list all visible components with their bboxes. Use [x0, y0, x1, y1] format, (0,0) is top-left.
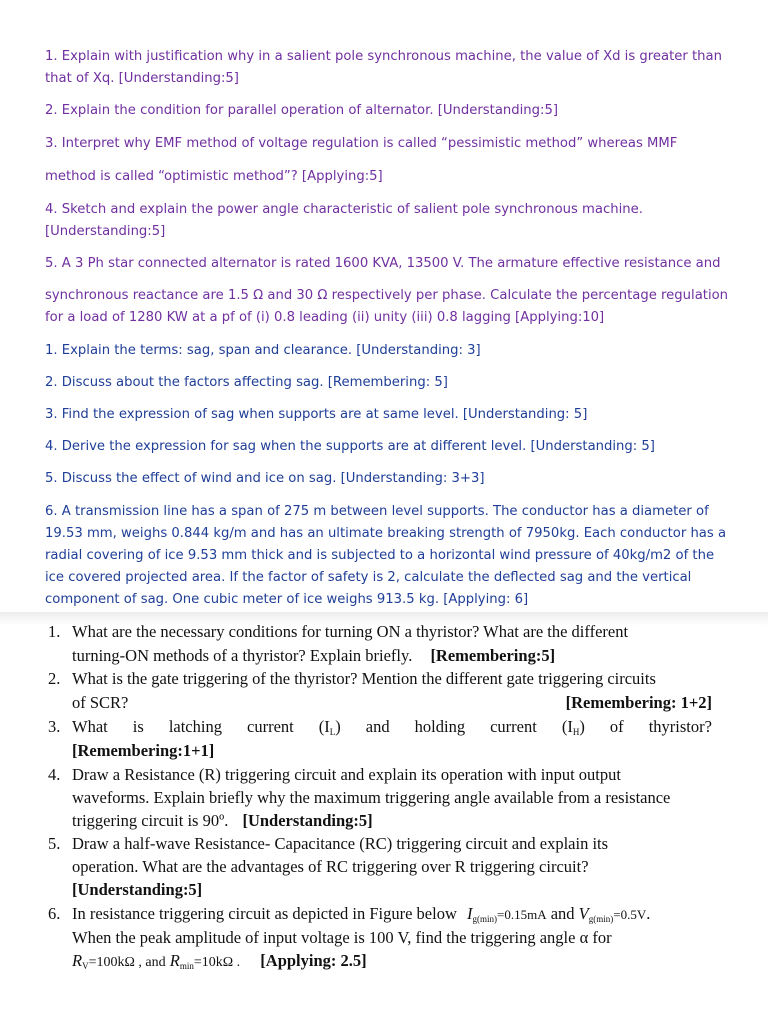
question-line: Draw a Resistance (R) triggering circuit and explain its operation with input output	[72, 765, 621, 784]
question-tag: [Remembering:5]	[430, 646, 556, 665]
question-b5	[45, 468, 725, 490]
question-c1-line2	[72, 645, 712, 667]
word: thyristor?	[648, 717, 712, 736]
question-number: 3.	[48, 717, 61, 736]
question-line: turning-ON methods of a thyristor? Explain briefly.	[72, 646, 413, 665]
question-c4-line3	[72, 810, 712, 832]
question-number: 4.	[48, 765, 61, 784]
question-number: 1.	[48, 622, 61, 641]
question-line: 1. Explain with justification why in a salient pole synchronous machine, the value of Xd is greater than	[45, 49, 722, 64]
holding-current-symbol: $(I_H)$	[561, 717, 585, 737]
question-line: for a load of 1280 KW at a pf of (i) 0.8 leading (ii) unity (iii) 0.8 lagging [Applying:10]	[45, 310, 605, 325]
question-b6	[45, 501, 725, 611]
question-c3-line1	[72, 716, 712, 743]
question-line: What are the necessary conditions for turning ON a thyristor? What are the different	[72, 622, 629, 641]
question-tag: [Applying: 2.5]	[260, 951, 367, 970]
question-tag: [Remembering: 1+2]	[565, 693, 712, 712]
word: holding	[414, 717, 466, 736]
question-line: ice covered projected area. If the factor of safety is 2, calculate the deflected sag and the vertical	[45, 570, 692, 585]
question-line: When the peak amplitude of input voltage is 100 V, find the triggering angle α for	[72, 928, 612, 947]
question-line: synchronous reactance are 1.5 Ω and 30 Ω respectively per phase. Calculate the percentage regulation	[45, 288, 729, 303]
question-tag: [Understanding:5]	[72, 880, 203, 899]
question-c4-line2	[72, 787, 712, 809]
question-c6-line3	[72, 950, 712, 977]
question-c4-line1	[72, 764, 712, 786]
question-a3	[45, 133, 725, 155]
gate-voltage-expression: $V_{g(min)}=0.5V$.	[578, 904, 651, 924]
question-a5-cont	[45, 285, 729, 329]
word: current	[247, 717, 294, 736]
question-c5-line1	[72, 833, 712, 855]
question-line: operation. What are the advantages of RC triggering over R triggering circuit?	[72, 857, 589, 876]
question-line: [Understanding:5]	[45, 224, 166, 239]
question-line: What is the gate triggering of the thyristor? Mention the different gate triggering circuits	[72, 669, 656, 688]
gate-current-expression: $I_{g(min)}=0.15mA$	[467, 904, 547, 924]
question-line: 4. Derive the expression for sag when the supports are at different level. [Understanding: 5]	[45, 439, 655, 454]
question-line: radial covering of ice 9.53 mm thick and is subjected to a horizontal wind pressure of 40kg/m2 of the	[45, 548, 715, 563]
question-line: Draw a half-wave Resistance- Capacitance (RC) triggering circuit and explain its	[72, 834, 609, 853]
question-a2	[45, 100, 725, 122]
word: and	[550, 904, 575, 923]
word: current	[490, 717, 537, 736]
question-line: 2. Discuss about the factors affecting sag. [Remembering: 5]	[45, 375, 448, 390]
word: of	[609, 717, 624, 736]
question-line: 2. Explain the condition for parallel operation of alternator. [Understanding:5]	[45, 103, 559, 118]
question-line: 4. Sketch and explain the power angle characteristic of salient pole synchronous machine.	[45, 202, 643, 217]
question-line: 19.53 mm, weighs 0.844 kg/m and has an ultimate breaking strength of 7950kg. Each conductor has a	[45, 526, 727, 541]
question-line: 1. Explain the terms: sag, span and clearance. [Understanding: 3]	[45, 343, 481, 358]
question-line: component of sag. One cubic meter of ice weighs 913.5 kg. [Applying: 6]	[45, 592, 529, 607]
word: latching	[168, 717, 222, 736]
question-number: 2.	[48, 669, 61, 688]
question-line: method is called “optimistic method”? [Applying:5]	[45, 169, 383, 184]
question-c5-line2	[72, 856, 712, 878]
question-c6-line2	[72, 927, 712, 949]
rv-expression: $R_V=100k\Omega$ , and	[72, 951, 166, 971]
question-b3	[45, 404, 725, 426]
question-a5	[45, 253, 725, 275]
question-line: 5. Discuss the effect of wind and ice on sag. [Understanding: 3+3]	[45, 471, 485, 486]
question-line: 3. Interpret why EMF method of voltage regulation is called “pessimistic method” whereas MMF	[45, 136, 678, 151]
question-b1	[45, 340, 725, 362]
question-line: triggering circuit is 90º.	[72, 811, 229, 830]
word: and	[365, 717, 390, 736]
question-c3-line2	[72, 740, 712, 762]
question-c5-line3	[72, 879, 712, 901]
question-line: that of Xq. [Understanding:5]	[45, 71, 239, 86]
question-line: 5. A 3 Ph star connected alternator is rated 1600 KVA, 13500 V. The armature effective resistance and	[45, 256, 721, 271]
question-b4	[45, 436, 725, 458]
question-line: of SCR?	[72, 693, 129, 712]
word: What	[72, 717, 108, 736]
question-a3-cont	[45, 166, 725, 188]
question-c2-line1	[72, 668, 712, 690]
latching-current-symbol: $(I_L)$	[318, 717, 341, 737]
question-b2	[45, 372, 725, 394]
rmin-expression: $R_{min}=10k\Omega$ .	[169, 951, 241, 971]
question-tag: [Remembering:1+1]	[72, 741, 215, 760]
question-line: In resistance triggering circuit as depicted in Figure below	[72, 904, 457, 923]
question-c1-line1	[72, 621, 712, 643]
question-a1	[45, 46, 725, 90]
question-c6-line1	[72, 903, 712, 930]
question-number: 6.	[48, 904, 61, 923]
question-line: 3. Find the expression of sag when supports are at same level. [Understanding: 5]	[45, 407, 588, 422]
question-line: waveforms. Explain briefly why the maximum triggering angle available from a resistance	[72, 788, 671, 807]
question-line: 6. A transmission line has a span of 275 m between level supports. The conductor has a diameter of	[45, 504, 709, 519]
question-tag: [Understanding:5]	[242, 811, 373, 830]
question-a4	[45, 199, 725, 243]
question-number: 5.	[48, 834, 61, 853]
word: is	[132, 717, 144, 736]
question-c2-line2	[72, 692, 712, 714]
